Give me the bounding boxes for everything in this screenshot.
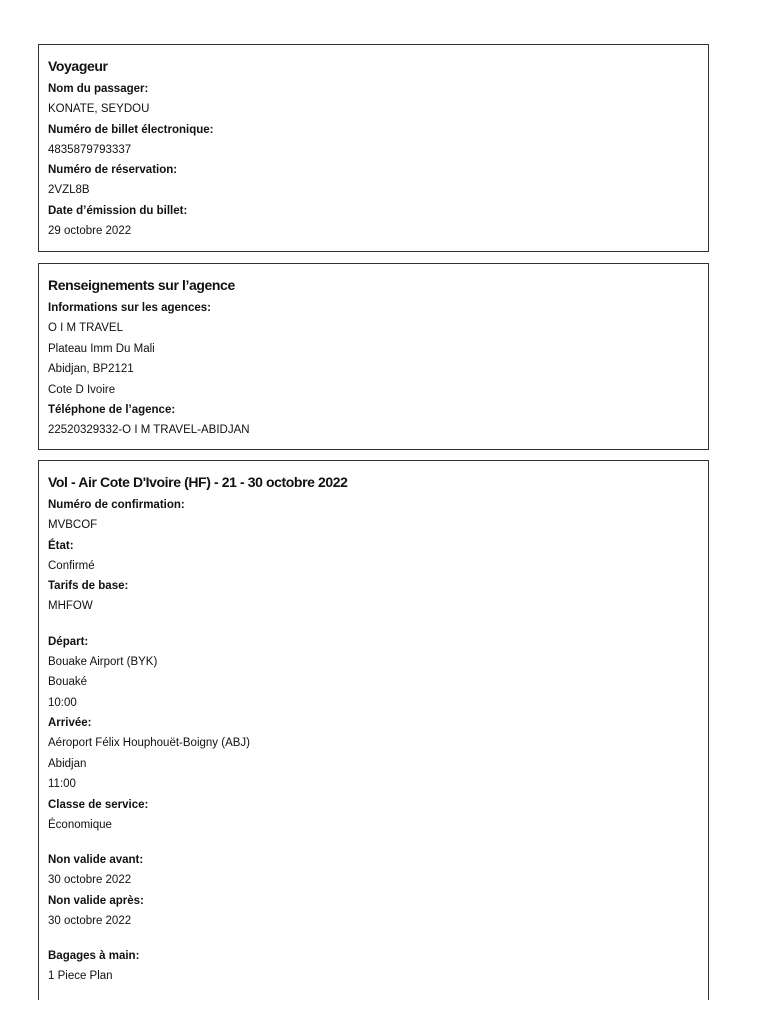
eticket-number-label: Numéro de billet électronique:	[48, 123, 214, 136]
service-class-label: Classe de service:	[48, 798, 149, 811]
agency-info-line: Plateau Imm Du Mali	[48, 342, 155, 355]
agency-phone-label: Téléphone de l’agence:	[48, 404, 176, 416]
passenger-name-label: Nom du passager:	[48, 83, 149, 95]
traveler-section	[38, 44, 709, 252]
base-fare-label: Tarifs de base:	[48, 580, 129, 592]
base-fare-value: MHFOW	[48, 600, 93, 612]
arrival-airport: Aéroport Félix Houphouët-Boigny (ABJ)	[48, 737, 250, 749]
service-class-value: Économique	[48, 818, 112, 831]
traveler-title: Voyageur	[48, 58, 108, 74]
agency-info-line: O I M TRAVEL	[48, 322, 123, 334]
reservation-number-value: 2VZL8B	[48, 184, 90, 196]
arrival-time: 11:00	[48, 778, 76, 790]
agency-info-line: Cote D Ivoire	[48, 383, 116, 396]
reservation-number-label: Numéro de réservation:	[48, 164, 178, 176]
not-valid-before-value: 30 octobre 2022	[48, 874, 132, 886]
not-valid-after-label: Non valide après:	[48, 894, 144, 907]
agency-section	[38, 263, 709, 450]
agency-info-label: Informations sur les agences:	[48, 302, 211, 314]
agency-title: Renseignements sur l’agence	[48, 277, 235, 293]
spacer	[48, 931, 699, 946]
flight-title: Vol - Air Cote D'Ivoire (HF) - 21 - 30 octobre 2022	[48, 474, 348, 490]
agency-info-line: Abidjan, BP2121	[48, 363, 134, 375]
agency-phone-value: 22520329332-O I M TRAVEL-ABIDJAN	[48, 424, 250, 436]
arrival-city: Abidjan	[48, 757, 87, 770]
eticket-number-value: 4835879793337	[48, 143, 132, 156]
issue-date-label: Date d’émission du billet:	[48, 204, 188, 217]
not-valid-after-value: 30 octobre 2022	[48, 914, 132, 927]
confirmation-number-label: Numéro de confirmation:	[48, 499, 185, 511]
spacer	[48, 617, 699, 632]
departure-time: 10:00	[48, 696, 77, 709]
departure-airport: Bouake Airport (BYK)	[48, 655, 158, 668]
departure-label: Départ:	[48, 635, 89, 648]
confirmation-number-value: MVBCOF	[48, 519, 98, 531]
status-value: Confirmé	[48, 559, 95, 572]
carry-on-value: 1 Piece Plan	[48, 970, 113, 982]
not-valid-before-label: Non valide avant:	[48, 854, 144, 866]
status-label: État:	[48, 539, 74, 552]
arrival-label: Arrivée:	[48, 717, 92, 729]
flight-section	[38, 460, 709, 1000]
issue-date-value: 29 octobre 2022	[48, 224, 132, 237]
departure-city: Bouaké	[48, 676, 88, 688]
carry-on-label: Bagages à main:	[48, 950, 140, 962]
passenger-name-value: KONATE, SEYDOU	[48, 103, 150, 115]
spacer	[48, 835, 699, 850]
